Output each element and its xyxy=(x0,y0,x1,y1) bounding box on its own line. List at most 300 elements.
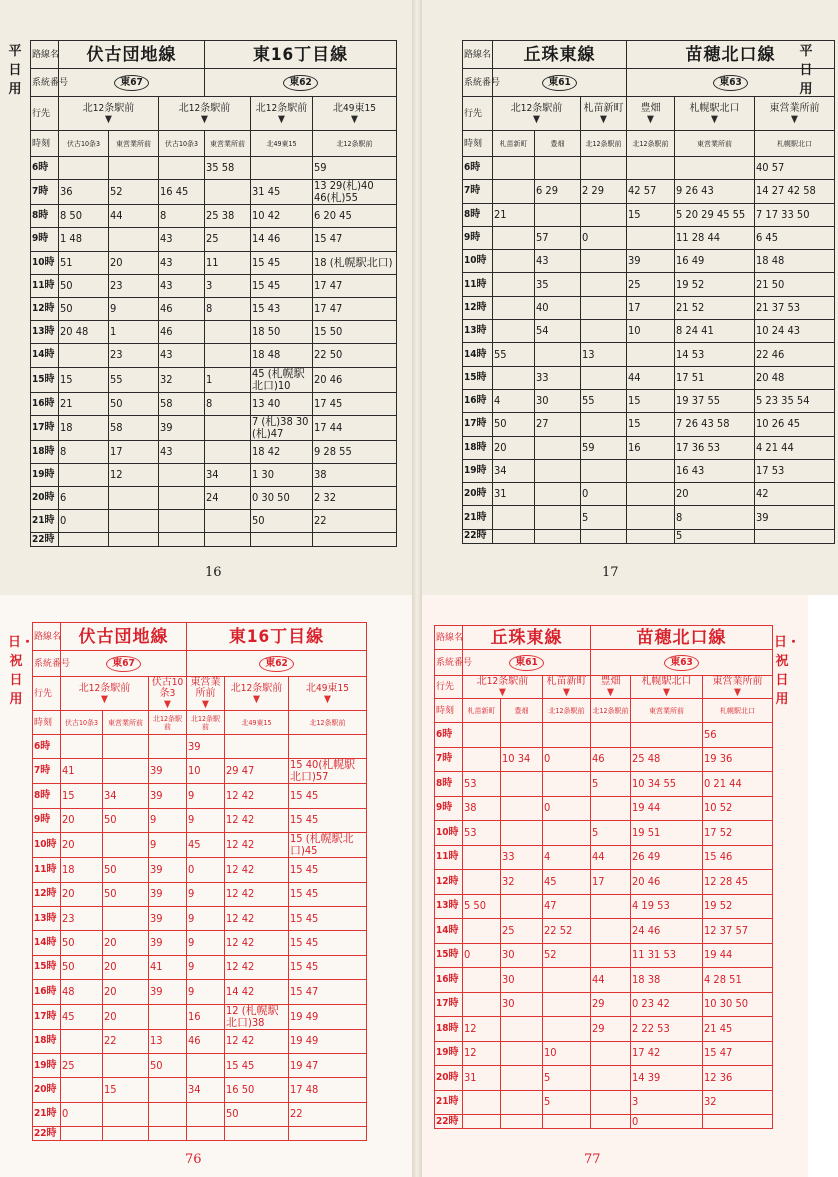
time-cell xyxy=(581,157,627,180)
hour-cell: 22時 xyxy=(33,1127,61,1141)
down-arrow-icon: ▼ xyxy=(647,113,654,125)
time-cell xyxy=(627,506,675,529)
system-cell xyxy=(591,650,773,676)
time-cell xyxy=(501,796,543,821)
time-cell: 18 42 xyxy=(251,440,313,463)
time-cell: 29 xyxy=(591,992,631,1017)
time-cell: 43 xyxy=(159,274,205,297)
time-cell xyxy=(627,459,675,482)
hour-cell: 8時 xyxy=(33,784,61,808)
time-cell: 20 xyxy=(109,251,159,274)
time-cell xyxy=(187,1127,225,1141)
destination-name: 伏古10条3 xyxy=(151,677,184,699)
table-row xyxy=(33,759,367,784)
time-cell xyxy=(103,906,149,930)
column-label: 北12条駅前 xyxy=(149,711,187,735)
time-cell xyxy=(591,1041,631,1066)
time-cell: 31 45 xyxy=(251,180,313,205)
time-cell xyxy=(109,487,159,510)
time-cell: 20 xyxy=(61,833,103,858)
page-76-holiday xyxy=(0,595,412,1177)
time-cell: 5 50 xyxy=(463,894,501,919)
table-row xyxy=(435,870,773,895)
time-cell xyxy=(543,1115,591,1129)
time-cell: 25 48 xyxy=(631,747,703,772)
time-cell xyxy=(109,533,159,547)
table-row xyxy=(463,366,835,389)
time-cell: 51 xyxy=(59,251,109,274)
time-cell: 18 48 xyxy=(755,250,835,273)
hour-cell: 14時 xyxy=(31,344,59,367)
time-cell: 22 50 xyxy=(313,344,397,367)
time-cell xyxy=(205,321,251,344)
time-cell: 9 xyxy=(187,955,225,979)
time-cell: 50 xyxy=(109,392,159,415)
time-cell: 8 xyxy=(159,205,205,228)
time-cell: 15 46 xyxy=(703,845,773,870)
time-cell: 12 42 xyxy=(225,833,289,858)
table-row xyxy=(31,157,397,180)
time-cell xyxy=(591,1090,631,1115)
book-spine xyxy=(412,0,422,1177)
time-cell: 8 24 41 xyxy=(675,320,755,343)
time-cell: 11 28 44 xyxy=(675,226,755,249)
time-cell: 19 49 xyxy=(289,1004,367,1029)
time-cell: 14 42 xyxy=(225,980,289,1004)
time-cell xyxy=(581,203,627,226)
table-row xyxy=(33,1102,367,1126)
table-row xyxy=(435,1066,773,1091)
time-cell: 18 50 xyxy=(251,321,313,344)
time-cell: 6 29 xyxy=(535,180,581,203)
table-row xyxy=(463,459,835,482)
time-cell: 19 36 xyxy=(703,747,773,772)
down-arrow-icon: ▼ xyxy=(499,687,506,698)
time-cell xyxy=(543,723,591,748)
hour-cell: 18時 xyxy=(435,1017,463,1042)
time-cell: 34 xyxy=(187,1078,225,1102)
time-cell xyxy=(501,772,543,797)
table-row xyxy=(33,931,367,955)
time-cell: 56 xyxy=(703,723,773,748)
destination-group xyxy=(627,97,675,131)
time-cell: 21 37 53 xyxy=(755,296,835,319)
line-name: 伏古団地線 xyxy=(61,623,187,651)
time-cell: 15 xyxy=(103,1078,149,1102)
time-cell: 15 45 xyxy=(289,955,367,979)
destination-name: 北49東15 xyxy=(306,682,349,694)
time-cell: 6 45 xyxy=(755,226,835,249)
time-cell: 58 xyxy=(109,415,159,440)
time-cell: 5 xyxy=(543,1090,591,1115)
time-cell: 13 xyxy=(149,1029,187,1053)
page-number: 76 xyxy=(185,1152,202,1167)
table-row xyxy=(463,203,835,226)
destination-group xyxy=(755,97,835,131)
time-cell: 52 xyxy=(543,943,591,968)
time-cell: 41 xyxy=(61,759,103,784)
time-cell: 17 52 xyxy=(703,821,773,846)
time-cell xyxy=(103,833,149,858)
time-cell xyxy=(149,1102,187,1126)
time-cell: 50 xyxy=(103,882,149,906)
time-cell: 10 26 45 xyxy=(755,413,835,436)
time-cell xyxy=(591,796,631,821)
time-cell: 12 36 xyxy=(703,1066,773,1091)
time-cell xyxy=(755,529,835,543)
table-row xyxy=(31,251,397,274)
time-cell xyxy=(543,1017,591,1042)
hour-cell: 19時 xyxy=(33,1053,61,1077)
time-cell: 13 29(札)40 46(札)55 xyxy=(313,180,397,205)
timetable xyxy=(434,625,773,1129)
time-cell xyxy=(109,228,159,251)
hour-cell: 8時 xyxy=(435,772,463,797)
hour-cell: 16時 xyxy=(435,968,463,993)
time-cell: 11 31 53 xyxy=(631,943,703,968)
table-row xyxy=(435,796,773,821)
column-label: 北12条駅前 xyxy=(543,699,591,723)
time-cell: 0 xyxy=(463,943,501,968)
column-label: 東営業所前 xyxy=(103,711,149,735)
time-cell: 9 xyxy=(109,297,159,320)
table-row xyxy=(435,919,773,944)
hour-cell: 14時 xyxy=(33,931,61,955)
time-cell: 21 45 xyxy=(703,1017,773,1042)
time-cell: 29 xyxy=(591,1017,631,1042)
table-row xyxy=(463,157,835,180)
down-arrow-icon: ▼ xyxy=(563,687,570,698)
table-row xyxy=(435,845,773,870)
time-cell: 15 45 xyxy=(289,906,367,930)
time-cell xyxy=(493,506,535,529)
system-number-badge: 東67 xyxy=(114,75,149,91)
time-cell: 52 xyxy=(109,180,159,205)
route-label: 路線名 xyxy=(435,626,463,650)
column-label: 東営業所前 xyxy=(109,131,159,157)
hour-cell: 13時 xyxy=(33,906,61,930)
time-cell: 15 45 xyxy=(251,274,313,297)
table-row xyxy=(463,529,835,543)
line-name: 丘珠東線 xyxy=(463,626,591,650)
time-cell xyxy=(289,1127,367,1141)
time-cell: 15 xyxy=(627,413,675,436)
time-cell: 5 xyxy=(543,1066,591,1091)
time-cell xyxy=(187,1053,225,1077)
time-cell: 42 57 xyxy=(627,180,675,203)
column-label: 北12条駅前 xyxy=(591,699,631,723)
hour-cell: 6時 xyxy=(31,157,59,180)
hour-cell: 9時 xyxy=(31,228,59,251)
time-cell: 19 44 xyxy=(631,796,703,821)
time-cell: 12 37 57 xyxy=(703,919,773,944)
time-cell: 4 28 51 xyxy=(703,968,773,993)
time-cell: 9 xyxy=(187,980,225,1004)
time-cell: 19 49 xyxy=(289,1029,367,1053)
time-cell xyxy=(535,483,581,506)
hour-cell: 11時 xyxy=(33,858,61,882)
time-cell: 39 xyxy=(149,931,187,955)
time-cell xyxy=(591,1066,631,1091)
time-cell: 14 39 xyxy=(631,1066,703,1091)
time-cell: 12 xyxy=(463,1041,501,1066)
time-cell: 46 xyxy=(187,1029,225,1053)
hour-cell: 7時 xyxy=(33,759,61,784)
time-cell: 39 xyxy=(149,906,187,930)
hour-cell: 20時 xyxy=(435,1066,463,1091)
column-label: 北12条駅前 xyxy=(581,131,627,157)
time-cell xyxy=(205,344,251,367)
table-row xyxy=(33,980,367,1004)
table-row xyxy=(33,906,367,930)
time-cell: 12 42 xyxy=(225,858,289,882)
time-cell: 33 xyxy=(501,845,543,870)
time-cell xyxy=(591,943,631,968)
table-row xyxy=(463,180,835,203)
time-cell xyxy=(581,250,627,273)
time-cell: 39 xyxy=(187,735,225,759)
time-cell xyxy=(501,1115,543,1129)
time-cell: 17 xyxy=(627,296,675,319)
hour-cell: 20時 xyxy=(33,1078,61,1102)
time-cell: 12 42 xyxy=(225,955,289,979)
hour-cell: 22時 xyxy=(31,533,59,547)
table-row xyxy=(463,506,835,529)
time-cell: 0 21 44 xyxy=(703,772,773,797)
destination-group xyxy=(61,677,149,711)
time-cell: 24 xyxy=(205,487,251,510)
hour-cell: 16時 xyxy=(463,389,493,412)
time-cell: 10 42 xyxy=(251,205,313,228)
table-row xyxy=(463,296,835,319)
time-cell: 45 xyxy=(61,1004,103,1029)
time-cell: 21 50 xyxy=(755,273,835,296)
table-row xyxy=(31,415,397,440)
table-row xyxy=(435,1017,773,1042)
time-cell: 15 45 xyxy=(251,251,313,274)
time-cell: 19 52 xyxy=(675,273,755,296)
table-row xyxy=(435,992,773,1017)
table-row xyxy=(31,205,397,228)
time-cell: 17 47 xyxy=(313,297,397,320)
system-cell xyxy=(59,69,205,97)
hour-cell: 18時 xyxy=(31,440,59,463)
time-cell: 55 xyxy=(109,367,159,392)
hour-cell: 21時 xyxy=(435,1090,463,1115)
time-cell: 39 xyxy=(149,759,187,784)
time-cell xyxy=(225,735,289,759)
time-cell xyxy=(61,1078,103,1102)
time-cell: 17 47 xyxy=(313,274,397,297)
time-cell xyxy=(225,1127,289,1141)
time-cell: 29 47 xyxy=(225,759,289,784)
time-cell xyxy=(205,440,251,463)
time-cell: 8 xyxy=(205,297,251,320)
time-cell xyxy=(103,1127,149,1141)
destination-name: 豊畑 xyxy=(640,102,661,114)
time-cell: 15 47 xyxy=(703,1041,773,1066)
time-cell: 17 48 xyxy=(289,1078,367,1102)
time-cell xyxy=(103,735,149,759)
time-cell: 25 xyxy=(61,1053,103,1077)
time-cell xyxy=(149,1127,187,1141)
table-row xyxy=(435,894,773,919)
hour-cell: 21時 xyxy=(31,510,59,533)
time-cell: 12 42 xyxy=(225,906,289,930)
destination-group xyxy=(463,676,543,699)
hour-cell: 10時 xyxy=(33,833,61,858)
destination-name: 北12条駅前 xyxy=(255,102,308,114)
column-label: 豊畑 xyxy=(535,131,581,157)
time-cell: 17 xyxy=(591,870,631,895)
day-type-label: 平日用 xyxy=(8,44,22,97)
hour-cell: 7時 xyxy=(463,180,493,203)
hour-cell: 19時 xyxy=(463,459,493,482)
table-row xyxy=(31,180,397,205)
table-row xyxy=(31,297,397,320)
time-cell xyxy=(627,226,675,249)
hour-cell: 8時 xyxy=(463,203,493,226)
time-cell: 32 xyxy=(159,367,205,392)
time-cell: 43 xyxy=(159,440,205,463)
table-row xyxy=(33,882,367,906)
time-cell: 31 xyxy=(493,483,535,506)
time-cell: 16 xyxy=(627,436,675,459)
time-cell xyxy=(501,821,543,846)
time-cell: 10 xyxy=(543,1041,591,1066)
table-row xyxy=(435,723,773,748)
time-cell: 13 40 xyxy=(251,392,313,415)
system-number-badge: 東63 xyxy=(713,75,748,91)
time-cell: 39 xyxy=(149,858,187,882)
time-cell: 34 xyxy=(493,459,535,482)
table-row xyxy=(31,228,397,251)
time-cell: 58 xyxy=(159,392,205,415)
time-cell xyxy=(463,1090,501,1115)
hour-cell: 13時 xyxy=(31,321,59,344)
time-cell: 50 xyxy=(251,510,313,533)
time-cell xyxy=(627,529,675,543)
time-cell xyxy=(61,735,103,759)
down-arrow-icon: ▼ xyxy=(711,113,718,125)
table-row xyxy=(33,1053,367,1077)
time-cell xyxy=(493,180,535,203)
time-cell xyxy=(463,1115,501,1129)
time-cell xyxy=(493,296,535,319)
time-cell: 12 42 xyxy=(225,882,289,906)
down-arrow-icon: ▼ xyxy=(201,113,208,125)
time-cell: 25 xyxy=(627,273,675,296)
destination-group xyxy=(581,97,627,131)
table-row xyxy=(31,367,397,392)
system-number-badge: 東67 xyxy=(106,656,141,672)
column-label: 豊畑 xyxy=(501,699,543,723)
time-cell: 5 20 29 45 55 xyxy=(675,203,755,226)
time-cell: 10 34 55 xyxy=(631,772,703,797)
time-cell: 30 xyxy=(501,968,543,993)
destination-name: 札幌駅北口 xyxy=(641,676,692,687)
destination-group xyxy=(149,677,187,711)
time-cell: 31 xyxy=(463,1066,501,1091)
system-number-badge: 東62 xyxy=(259,656,294,672)
hour-cell: 16時 xyxy=(31,392,59,415)
hour-cell: 12時 xyxy=(33,882,61,906)
time-cell: 50 xyxy=(103,808,149,832)
page-16-weekday xyxy=(0,0,412,595)
time-cell xyxy=(463,870,501,895)
time-cell: 18 38 xyxy=(631,968,703,993)
hour-cell: 20時 xyxy=(31,487,59,510)
time-cell xyxy=(631,723,703,748)
time-cell: 4 21 44 xyxy=(755,436,835,459)
time-cell: 15 43 xyxy=(251,297,313,320)
time-cell xyxy=(543,968,591,993)
destination-group xyxy=(59,97,159,131)
column-label: 東営業所前 xyxy=(205,131,251,157)
time-cell: 10 30 50 xyxy=(703,992,773,1017)
time-cell: 9 xyxy=(149,833,187,858)
hour-cell: 11時 xyxy=(31,274,59,297)
hour-cell: 15時 xyxy=(463,366,493,389)
time-cell xyxy=(103,1102,149,1126)
time-cell: 55 xyxy=(493,343,535,366)
time-cell: 15 40(札幌駅北口)57 xyxy=(289,759,367,784)
down-arrow-icon: ▼ xyxy=(533,113,540,125)
time-cell: 46 xyxy=(159,321,205,344)
destination-name: 札幌駅北口 xyxy=(689,102,740,114)
time-cell: 0 xyxy=(581,226,627,249)
time-cell: 1 30 xyxy=(251,463,313,486)
time-cell: 46 xyxy=(159,297,205,320)
hour-cell: 18時 xyxy=(33,1029,61,1053)
time-cell: 12 (札幌駅北口)38 xyxy=(225,1004,289,1029)
page-17-weekday xyxy=(422,0,838,595)
time-cell: 45 (札幌駅北口)10 xyxy=(251,367,313,392)
time-cell xyxy=(543,772,591,797)
down-arrow-icon: ▼ xyxy=(600,113,607,125)
system-number-badge: 東61 xyxy=(542,75,577,91)
time-cell: 17 53 xyxy=(755,459,835,482)
time-cell: 27 xyxy=(535,413,581,436)
table-row xyxy=(31,510,397,533)
time-cell: 12 42 xyxy=(225,784,289,808)
time-cell: 40 57 xyxy=(755,157,835,180)
time-cell: 20 48 xyxy=(59,321,109,344)
time-cell: 40 xyxy=(535,296,581,319)
system-label: 系統番号 xyxy=(33,651,61,677)
destination-name: 北49東15 xyxy=(333,102,376,114)
time-cell xyxy=(159,463,205,486)
time-cell xyxy=(627,343,675,366)
down-arrow-icon: ▼ xyxy=(324,693,331,705)
time-cell xyxy=(149,1004,187,1029)
destination-group xyxy=(703,676,773,699)
hour-cell: 16時 xyxy=(33,980,61,1004)
table-row xyxy=(435,1090,773,1115)
time-cell xyxy=(59,533,109,547)
page-77-holiday xyxy=(422,595,808,1177)
destination-group xyxy=(313,97,397,131)
time-cell: 15 45 xyxy=(289,931,367,955)
hour-cell: 9時 xyxy=(463,226,493,249)
table-row xyxy=(33,1127,367,1141)
table-row xyxy=(463,483,835,506)
time-cell xyxy=(463,919,501,944)
system-cell xyxy=(493,69,627,97)
time-cell: 1 xyxy=(109,321,159,344)
destination-group xyxy=(591,676,631,699)
time-cell: 17 44 xyxy=(313,415,397,440)
